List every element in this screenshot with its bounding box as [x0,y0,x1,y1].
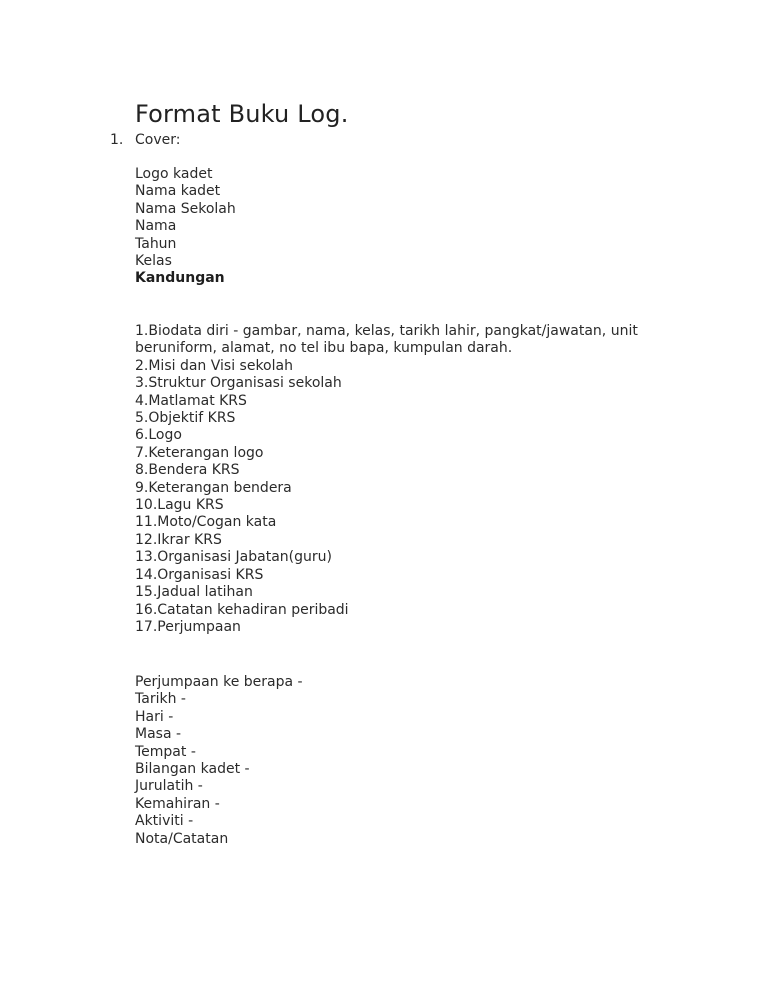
meeting-field: Hari - [135,708,174,725]
meeting-field: Bilangan kadet - [135,761,250,778]
contents-item: 17.Perjumpaan [135,618,241,635]
contents-item: 4.Matlamat KRS [135,392,247,409]
cover-field: Nama Sekolah [135,200,236,217]
meeting-field: Kemahiran - [135,795,220,812]
contents-item: 13.Organisasi Jabatan(guru) [135,549,332,566]
cover-list-item [110,131,180,149]
contents-item: 16.Catatan kehadiran peribadi [135,601,349,618]
contents-item: 11.Moto/Cogan kata [135,514,277,531]
list-number: 1. [110,132,124,148]
meeting-field: Jurulatih - [135,778,203,795]
cover-label: Cover: [135,132,181,148]
cover-field: Tahun [135,235,177,252]
contents-item: 10.Lagu KRS [135,497,224,514]
contents-item: 7.Keterangan logo [135,444,264,461]
contents-item: 12.Ikrar KRS [135,531,222,548]
contents-item: 9.Keterangan bendera [135,479,292,496]
meeting-field: Tarikh - [135,691,186,708]
contents-item: 1.Biodata diri - gambar, nama, kelas, tarikh lahir, pangkat/jawatan, unit beruniform, alamat, no tel ibu bapa, kumpulan darah. [135,323,638,357]
contents-item: 5.Objektif KRS [135,410,236,427]
contents-item: 8.Bendera KRS [135,462,240,479]
contents-item: 2.Misi dan Visi sekolah [135,357,293,374]
meeting-field: Masa - [135,726,182,743]
contents-item: 6.Logo [135,427,182,444]
cover-field: Nama kadet [135,183,221,200]
cover-field: Logo kadet [135,166,213,182]
meeting-field: Perjumpaan ke berapa - [135,674,303,690]
meeting-field: Nota/Catatan [135,830,229,847]
meeting-field: Tempat - [135,743,196,760]
cover-field: Nama [135,218,177,235]
page-title: Format Buku Log. [135,100,349,128]
contents-item: 14.Organisasi KRS [135,566,264,583]
contents-list [135,323,655,636]
meeting-field: Aktiviti - [135,813,194,830]
contents-item: 3.Struktur Organisasi sekolah [135,375,342,392]
meeting-fields [135,674,303,848]
cover-fields [135,166,236,288]
contents-item: 15.Jadual latihan [135,584,253,601]
cover-field: Kelas [135,253,172,270]
contents-heading: Kandungan [135,270,225,287]
